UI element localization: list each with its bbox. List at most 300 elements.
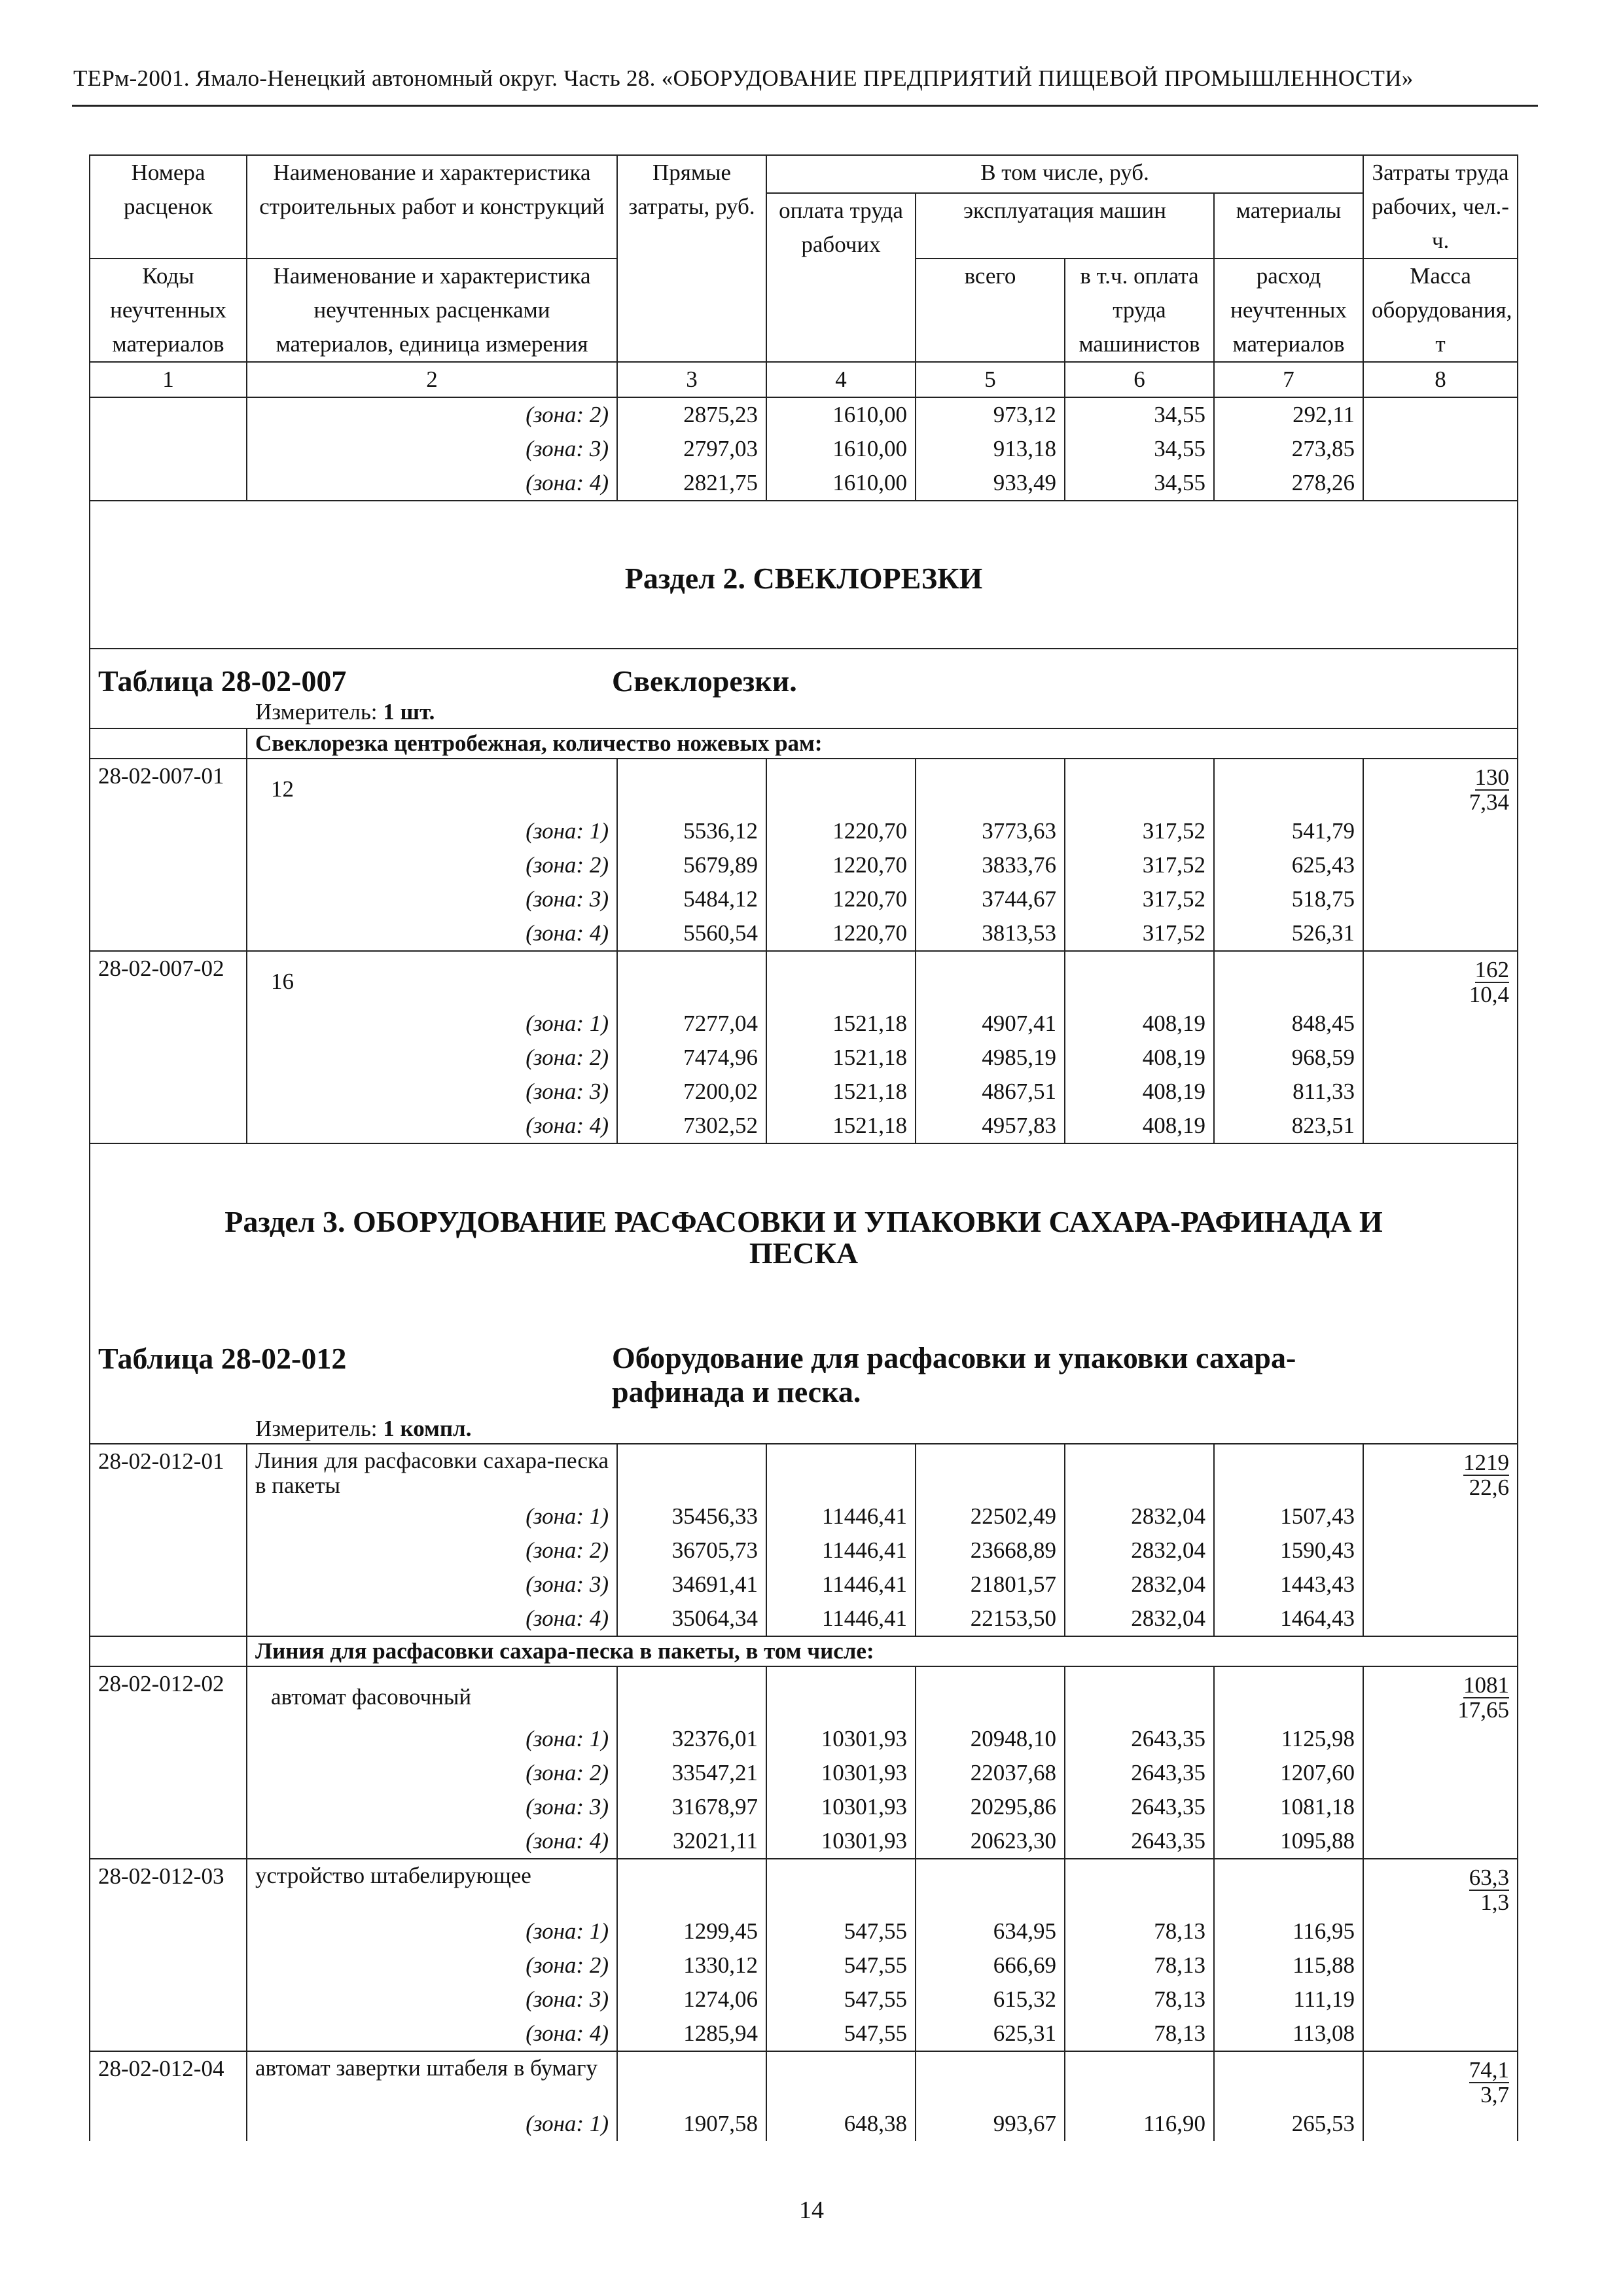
value-cell-empty <box>1065 1859 1214 1914</box>
rate-code: 28-02-012-02 <box>90 1666 247 1722</box>
value-cell: 317,52 <box>1065 916 1214 951</box>
code-cell-empty <box>90 1790 247 1824</box>
zone-label: (зона: 3) <box>247 1075 617 1109</box>
value-cell: 278,26 <box>1214 466 1363 501</box>
table-id: Таблица 28-02-007 <box>98 664 347 698</box>
head-incl: В том числе, руб. <box>766 155 1363 193</box>
value-cell: 625,43 <box>1214 848 1363 882</box>
value-cell: 10301,93 <box>766 1790 916 1824</box>
value-cell-empty <box>617 2051 766 2107</box>
value-cell: 32021,11 <box>617 1824 766 1859</box>
value-cell-empty <box>1214 951 1363 1007</box>
value-cell: 113,08 <box>1214 2017 1363 2051</box>
value-cell-empty <box>916 1666 1065 1722</box>
mass-numerator: 130 <box>1474 764 1510 790</box>
value-cell: 7302,52 <box>617 1109 766 1143</box>
value-cell: 913,18 <box>916 432 1065 466</box>
value-cell-empty <box>617 951 766 1007</box>
zone-label: (зона: 1) <box>247 1499 617 1534</box>
mass-cell-empty <box>1363 1914 1518 1948</box>
zone-row <box>90 1948 1518 1982</box>
group-row <box>90 1636 1518 1666</box>
value-cell: 5560,54 <box>617 916 766 951</box>
value-cell: 10301,93 <box>766 1722 916 1756</box>
code-cell-empty <box>90 1075 247 1109</box>
value-cell: 518,75 <box>1214 882 1363 916</box>
value-cell: 10301,93 <box>766 1756 916 1790</box>
code-cell-empty <box>90 1948 247 1982</box>
code-cell-empty <box>90 2107 247 2141</box>
value-cell-empty <box>617 1666 766 1722</box>
zone-row <box>90 814 1518 848</box>
mass-cell-empty <box>1363 1499 1518 1534</box>
mass-fraction <box>1363 951 1518 1007</box>
col-number: 1 <box>90 362 247 397</box>
value-cell: 1274,06 <box>617 1982 766 2017</box>
mass-cell-empty <box>1363 1824 1518 1859</box>
value-cell: 1285,94 <box>617 2017 766 2051</box>
value-cell: 3773,63 <box>916 814 1065 848</box>
code-cell-empty <box>90 466 247 501</box>
zone-label: (зона: 3) <box>247 882 617 916</box>
zone-label: (зона: 1) <box>247 1722 617 1756</box>
value-cell-empty <box>766 951 916 1007</box>
mass-fraction <box>1363 2051 1518 2107</box>
section-3-title-line1: Раздел 3. ОБОРУДОВАНИЕ РАСФАСОВКИ И УПАКОВКИ САХАРА-РАФИНАДА И <box>224 1205 1383 1238</box>
zone-row <box>90 2017 1518 2051</box>
zone-label: (зона: 4) <box>247 1824 617 1859</box>
head-col2a: Наименование и характеристика строительных работ и конструкций <box>247 155 617 259</box>
value-cell: 625,31 <box>916 2017 1065 2051</box>
value-cell-empty <box>766 2051 916 2107</box>
head-col1a: Номера расценок <box>90 155 247 259</box>
table-name-line1: Оборудование для расфасовки и упаковки сахара- <box>612 1341 1296 1374</box>
value-cell: 78,13 <box>1065 2017 1214 2051</box>
zone-row <box>90 1722 1518 1756</box>
value-cell: 5679,89 <box>617 848 766 882</box>
group-title: Линия для расфасовки сахара-песка в пакеты, в том числе: <box>247 1636 1518 1666</box>
mass-denominator: 1,3 <box>1480 1890 1510 1915</box>
mass-fraction <box>1363 759 1518 814</box>
value-cell-empty <box>1214 759 1363 814</box>
code-cell-empty <box>90 1568 247 1602</box>
value-cell-empty <box>1065 951 1214 1007</box>
value-cell: 22153,50 <box>916 1602 1065 1636</box>
value-cell: 2797,03 <box>617 432 766 466</box>
mass-cell-empty <box>1363 1790 1518 1824</box>
value-cell: 36705,73 <box>617 1534 766 1568</box>
code-cell-empty <box>90 1041 247 1075</box>
table-id: Таблица 28-02-012 <box>98 1342 347 1375</box>
value-cell: 5484,12 <box>617 882 766 916</box>
value-cell: 2643,35 <box>1065 1824 1214 1859</box>
value-cell: 1521,18 <box>766 1109 916 1143</box>
rate-code: 28-02-012-01 <box>90 1444 247 1499</box>
col-number: 2 <box>247 362 617 397</box>
value-cell: 547,55 <box>766 1948 916 1982</box>
value-cell-empty <box>617 759 766 814</box>
page-number: 14 <box>799 2197 824 2224</box>
mass-cell-empty <box>1363 1756 1518 1790</box>
value-cell: 5536,12 <box>617 814 766 848</box>
zone-label: (зона: 2) <box>247 397 617 432</box>
value-cell: 1125,98 <box>1214 1722 1363 1756</box>
value-cell-empty <box>766 1859 916 1914</box>
rate-row <box>90 951 1518 1007</box>
mass-denominator: 22,6 <box>1469 1475 1510 1500</box>
code-cell-empty <box>90 1534 247 1568</box>
col-number: 3 <box>617 362 766 397</box>
head-col2b: Наименование и характеристика неучтенных расценками материалов, единица измерения <box>247 259 617 362</box>
value-cell: 35456,33 <box>617 1499 766 1534</box>
head-mat: материалы <box>1214 193 1363 259</box>
rate-code: 28-02-012-03 <box>90 1859 247 1914</box>
mass-numerator: 162 <box>1474 957 1510 982</box>
table-name <box>612 1341 1404 1409</box>
value-cell: 34,55 <box>1065 466 1214 501</box>
zone-row <box>90 1982 1518 2017</box>
zone-label: (зона: 4) <box>247 466 617 501</box>
value-cell-empty <box>916 1859 1065 1914</box>
code-cell-empty <box>90 2017 247 2051</box>
head-col1b: Коды неучтенных материалов <box>90 259 247 362</box>
value-cell: 7474,96 <box>617 1041 766 1075</box>
head-col7: расход неучтенных материалов <box>1214 259 1363 362</box>
value-cell-empty <box>766 1444 916 1499</box>
rate-name: автомат завертки штабеля в бумагу <box>247 2051 617 2107</box>
table-name-line2: рафинада и песка. <box>612 1375 861 1408</box>
zone-row <box>90 2107 1518 2141</box>
value-cell: 273,85 <box>1214 432 1363 466</box>
zone-row <box>90 1075 1518 1109</box>
code-cell-empty <box>90 1722 247 1756</box>
value-cell: 993,67 <box>916 2107 1065 2141</box>
col-number: 5 <box>916 362 1065 397</box>
value-cell-empty <box>916 759 1065 814</box>
value-cell: 31678,97 <box>617 1790 766 1824</box>
rate-code: 28-02-007-02 <box>90 951 247 1007</box>
value-cell: 1610,00 <box>766 466 916 501</box>
zone-label: (зона: 4) <box>247 2017 617 2051</box>
meter-value: 1 шт. <box>383 699 435 725</box>
head-machines: эксплуатация машин <box>916 193 1214 259</box>
value-cell: 3744,67 <box>916 882 1065 916</box>
col-number: 6 <box>1065 362 1214 397</box>
mass-cell-empty <box>1363 1568 1518 1602</box>
value-cell: 547,55 <box>766 1914 916 1948</box>
table-caption <box>90 649 1518 728</box>
head-col4: оплата труда рабочих <box>766 193 916 362</box>
value-cell: 1220,70 <box>766 814 916 848</box>
mass-cell-empty <box>1363 1109 1518 1143</box>
code-cell-empty <box>90 1756 247 1790</box>
value-cell-empty <box>1065 2051 1214 2107</box>
value-cell: 2875,23 <box>617 397 766 432</box>
head-col5: всего <box>916 259 1065 362</box>
value-cell: 21801,57 <box>916 1568 1065 1602</box>
rate-name: устройство штабелирующее <box>247 1859 617 1914</box>
zone-row <box>90 1007 1518 1041</box>
zone-row <box>90 1790 1518 1824</box>
code-cell-empty <box>90 814 247 848</box>
zone-label: (зона: 3) <box>247 432 617 466</box>
value-cell: 2643,35 <box>1065 1790 1214 1824</box>
mass-cell-empty <box>1363 2017 1518 2051</box>
value-cell: 2821,75 <box>617 466 766 501</box>
value-cell: 10301,93 <box>766 1824 916 1859</box>
value-cell-empty <box>1214 2051 1363 2107</box>
value-cell: 115,88 <box>1214 1948 1363 1982</box>
mass-cell-empty <box>1363 1075 1518 1109</box>
zone-label: (зона: 2) <box>247 1534 617 1568</box>
zone-row <box>90 1602 1518 1636</box>
value-cell: 547,55 <box>766 1982 916 2017</box>
zone-label: (зона: 2) <box>247 1756 617 1790</box>
group-row <box>90 728 1518 759</box>
mass-cell-empty <box>1363 882 1518 916</box>
value-cell: 634,95 <box>916 1914 1065 1948</box>
value-cell: 265,53 <box>1214 2107 1363 2141</box>
zone-label: (зона: 3) <box>247 1790 617 1824</box>
zone-row <box>90 1499 1518 1534</box>
section-3-caption-row <box>90 1143 1518 1444</box>
rate-name: 16 <box>247 951 617 1007</box>
value-cell-empty <box>766 759 916 814</box>
zone-row <box>90 1041 1518 1075</box>
value-cell: 408,19 <box>1065 1007 1214 1041</box>
mass-cell-empty <box>1363 1534 1518 1568</box>
mass-cell-empty <box>1363 916 1518 951</box>
value-cell: 7277,04 <box>617 1007 766 1041</box>
rate-row <box>90 1444 1518 1499</box>
mass-denominator: 7,34 <box>1469 789 1510 815</box>
value-cell: 1095,88 <box>1214 1824 1363 1859</box>
rate-code: 28-02-012-04 <box>90 2051 247 2107</box>
zone-label: (зона: 2) <box>247 1041 617 1075</box>
mass-cell-empty <box>1363 848 1518 882</box>
value-cell: 408,19 <box>1065 1109 1214 1143</box>
value-cell: 1220,70 <box>766 882 916 916</box>
mass-cell-empty <box>1363 1722 1518 1756</box>
code-cell-empty <box>90 1824 247 1859</box>
value-cell: 973,12 <box>916 397 1065 432</box>
value-cell: 78,13 <box>1065 1914 1214 1948</box>
zone-row <box>90 1824 1518 1859</box>
value-cell: 111,19 <box>1214 1982 1363 2017</box>
col-number: 8 <box>1363 362 1518 397</box>
zone-row <box>90 882 1518 916</box>
value-cell: 20295,86 <box>916 1790 1065 1824</box>
zone-row <box>90 397 1518 432</box>
code-cell-empty <box>90 432 247 466</box>
value-cell: 968,59 <box>1214 1041 1363 1075</box>
value-cell: 408,19 <box>1065 1075 1214 1109</box>
value-cell: 7200,02 <box>617 1075 766 1109</box>
value-cell: 666,69 <box>916 1948 1065 1982</box>
table-name: Свеклорезки. <box>612 664 797 698</box>
col-number: 4 <box>766 362 916 397</box>
head-col3: Прямые затраты, руб. <box>617 155 766 362</box>
code-cell-empty <box>90 1499 247 1534</box>
head-col6: в т.ч. оплата труда машинистов <box>1065 259 1214 362</box>
value-cell: 1521,18 <box>766 1075 916 1109</box>
zone-row <box>90 848 1518 882</box>
mass-cell-empty <box>1363 466 1518 501</box>
value-cell: 116,90 <box>1065 2107 1214 2141</box>
code-cell-empty <box>90 1602 247 1636</box>
value-cell: 11446,41 <box>766 1568 916 1602</box>
value-cell-empty <box>617 1859 766 1914</box>
rate-row <box>90 2051 1518 2107</box>
section-2-title: Раздел 2. СВЕКЛОРЕЗКИ <box>90 501 1518 649</box>
value-cell: 3833,76 <box>916 848 1065 882</box>
value-cell: 2832,04 <box>1065 1602 1214 1636</box>
value-cell: 1220,70 <box>766 848 916 882</box>
mass-numerator: 74,1 <box>1469 2057 1510 2083</box>
value-cell: 317,52 <box>1065 848 1214 882</box>
value-cell: 1590,43 <box>1214 1534 1363 1568</box>
zone-row <box>90 1568 1518 1602</box>
value-cell: 526,31 <box>1214 916 1363 951</box>
value-cell: 408,19 <box>1065 1041 1214 1075</box>
value-cell: 1907,58 <box>617 2107 766 2141</box>
code-cell-empty <box>90 1982 247 2017</box>
zone-label: (зона: 4) <box>247 1602 617 1636</box>
value-cell: 4985,19 <box>916 1041 1065 1075</box>
code-cell-empty <box>90 1007 247 1041</box>
zone-label: (зона: 1) <box>247 2107 617 2141</box>
zone-label: (зона: 4) <box>247 916 617 951</box>
value-cell: 317,52 <box>1065 882 1214 916</box>
zone-label: (зона: 1) <box>247 814 617 848</box>
mass-cell-empty <box>1363 1041 1518 1075</box>
zone-row <box>90 432 1518 466</box>
code-cell-empty <box>90 1914 247 1948</box>
value-cell: 23668,89 <box>916 1534 1065 1568</box>
zone-row <box>90 1109 1518 1143</box>
rate-row <box>90 1666 1518 1722</box>
value-cell: 848,45 <box>1214 1007 1363 1041</box>
value-cell: 2832,04 <box>1065 1568 1214 1602</box>
zone-label: (зона: 3) <box>247 1982 617 2017</box>
zone-label: (зона: 4) <box>247 1109 617 1143</box>
value-cell-empty <box>1214 1666 1363 1722</box>
rate-name: Линия для расфасовки сахара-песка в пакеты <box>247 1444 617 1499</box>
zone-row <box>90 1534 1518 1568</box>
value-cell-empty <box>1065 759 1214 814</box>
head-col8b: Масса оборудования, т <box>1363 259 1518 362</box>
mass-cell-empty <box>1363 397 1518 432</box>
zone-label: (зона: 1) <box>247 1007 617 1041</box>
value-cell: 547,55 <box>766 2017 916 2051</box>
value-cell: 541,79 <box>1214 814 1363 848</box>
section-3-caption <box>90 1143 1518 1444</box>
value-cell: 4867,51 <box>916 1075 1065 1109</box>
value-cell-empty <box>916 951 1065 1007</box>
value-cell: 2832,04 <box>1065 1534 1214 1568</box>
mass-cell-empty <box>1363 2107 1518 2141</box>
head-col8a: Затраты труда рабочих, чел.-ч. <box>1363 155 1518 259</box>
value-cell-empty <box>1065 1666 1214 1722</box>
rate-code: 28-02-007-01 <box>90 759 247 814</box>
value-cell: 1507,43 <box>1214 1499 1363 1534</box>
mass-cell-empty <box>1363 1007 1518 1041</box>
value-cell-empty <box>617 1444 766 1499</box>
value-cell: 648,38 <box>766 2107 916 2141</box>
rate-row <box>90 759 1518 814</box>
mass-cell-empty <box>1363 1602 1518 1636</box>
value-cell: 1330,12 <box>617 1948 766 1982</box>
group-code-empty <box>90 728 247 759</box>
value-cell: 22037,68 <box>916 1756 1065 1790</box>
value-cell: 22502,49 <box>916 1499 1065 1534</box>
value-cell: 292,11 <box>1214 397 1363 432</box>
value-cell: 78,13 <box>1065 1982 1214 2017</box>
value-cell-empty <box>1065 1444 1214 1499</box>
group-code-empty <box>90 1636 247 1666</box>
value-cell: 11446,41 <box>766 1534 916 1568</box>
value-cell: 615,32 <box>916 1982 1065 2017</box>
meter-label: Измеритель: <box>255 1416 378 1441</box>
rates-table <box>89 154 1518 2141</box>
mass-cell-empty <box>1363 1948 1518 1982</box>
rate-name: автомат фасовочный <box>247 1666 617 1722</box>
value-cell: 34,55 <box>1065 397 1214 432</box>
code-cell-empty <box>90 1109 247 1143</box>
value-cell: 78,13 <box>1065 1948 1214 1982</box>
value-cell-empty <box>916 2051 1065 2107</box>
header-rule <box>72 105 1538 107</box>
code-cell-empty <box>90 848 247 882</box>
mass-fraction <box>1363 1444 1518 1499</box>
code-cell-empty <box>90 882 247 916</box>
zone-label: (зона: 2) <box>247 848 617 882</box>
code-cell-empty <box>90 397 247 432</box>
value-cell: 20623,30 <box>916 1824 1065 1859</box>
meter-label: Измеритель: <box>255 699 378 725</box>
mass-numerator: 1219 <box>1463 1450 1510 1475</box>
value-cell: 1299,45 <box>617 1914 766 1948</box>
value-cell: 4957,83 <box>916 1109 1065 1143</box>
value-cell: 33547,21 <box>617 1756 766 1790</box>
value-cell: 34,55 <box>1065 432 1214 466</box>
value-cell: 11446,41 <box>766 1499 916 1534</box>
col-number: 7 <box>1214 362 1363 397</box>
mass-denominator: 17,65 <box>1457 1697 1510 1723</box>
value-cell: 35064,34 <box>617 1602 766 1636</box>
mass-denominator: 3,7 <box>1480 2082 1510 2108</box>
value-cell: 1464,43 <box>1214 1602 1363 1636</box>
zone-label: (зона: 3) <box>247 1568 617 1602</box>
mass-fraction <box>1363 1859 1518 1914</box>
mass-cell-empty <box>1363 432 1518 466</box>
value-cell: 11446,41 <box>766 1602 916 1636</box>
mass-denominator: 10,4 <box>1469 982 1510 1007</box>
mass-numerator: 1081 <box>1463 1672 1510 1698</box>
value-cell-empty <box>916 1444 1065 1499</box>
zone-row <box>90 1756 1518 1790</box>
value-cell-empty <box>1214 1859 1363 1914</box>
value-cell: 1207,60 <box>1214 1756 1363 1790</box>
value-cell: 2643,35 <box>1065 1756 1214 1790</box>
value-cell: 2643,35 <box>1065 1722 1214 1756</box>
table-caption-row <box>90 649 1518 728</box>
value-cell: 317,52 <box>1065 814 1214 848</box>
zone-row <box>90 916 1518 951</box>
value-cell: 811,33 <box>1214 1075 1363 1109</box>
section-3-title-line2: ПЕСКА <box>749 1236 859 1270</box>
value-cell: 20948,10 <box>916 1722 1065 1756</box>
